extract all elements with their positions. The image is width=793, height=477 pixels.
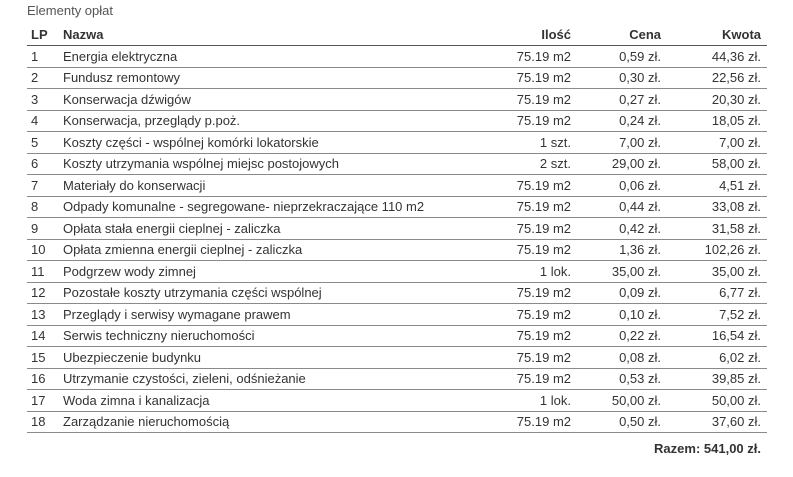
cell-price: 0,06 zł. bbox=[577, 175, 667, 197]
table-row bbox=[27, 67, 767, 89]
table-row bbox=[27, 153, 767, 175]
cell-quantity: 75.19 m2 bbox=[449, 282, 577, 304]
cell-amount: 33,08 zł. bbox=[667, 196, 767, 218]
cell-lp: 7 bbox=[27, 175, 59, 197]
cell-name: Materiały do konserwacji bbox=[59, 175, 449, 197]
cell-price: 0,50 zł. bbox=[577, 411, 667, 433]
cell-amount: 20,30 zł. bbox=[667, 89, 767, 111]
table-row bbox=[27, 89, 767, 111]
cell-amount: 39,85 zł. bbox=[667, 368, 767, 390]
table-row bbox=[27, 46, 767, 68]
cell-price: 50,00 zł. bbox=[577, 390, 667, 412]
header-name: Nazwa bbox=[59, 24, 449, 46]
cell-lp: 9 bbox=[27, 218, 59, 240]
cell-name: Koszty utrzymania wspólnej miejsc postojowych bbox=[59, 153, 449, 175]
cell-price: 0,53 zł. bbox=[577, 368, 667, 390]
cell-amount: 16,54 zł. bbox=[667, 325, 767, 347]
cell-name: Woda zimna i kanalizacja bbox=[59, 390, 449, 412]
cell-quantity: 75.19 m2 bbox=[449, 239, 577, 261]
table-row bbox=[27, 347, 767, 369]
table-row bbox=[27, 218, 767, 240]
table-row bbox=[27, 110, 767, 132]
table-row bbox=[27, 390, 767, 412]
cell-amount: 4,51 zł. bbox=[667, 175, 767, 197]
cell-price: 0,24 zł. bbox=[577, 110, 667, 132]
cell-amount: 6,77 zł. bbox=[667, 282, 767, 304]
cell-amount: 35,00 zł. bbox=[667, 261, 767, 283]
table-row bbox=[27, 325, 767, 347]
cell-lp: 15 bbox=[27, 347, 59, 369]
cell-price: 1,36 zł. bbox=[577, 239, 667, 261]
cell-quantity: 1 lok. bbox=[449, 261, 577, 283]
cell-amount: 7,52 zł. bbox=[667, 304, 767, 326]
cell-quantity: 75.19 m2 bbox=[449, 110, 577, 132]
cell-lp: 3 bbox=[27, 89, 59, 111]
cell-price: 0,59 zł. bbox=[577, 46, 667, 68]
cell-quantity: 75.19 m2 bbox=[449, 218, 577, 240]
cell-price: 0,09 zł. bbox=[577, 282, 667, 304]
cell-lp: 4 bbox=[27, 110, 59, 132]
cell-name: Opłata zmienna energii cieplnej - zaliczka bbox=[59, 239, 449, 261]
cell-amount: 22,56 zł. bbox=[667, 67, 767, 89]
cell-quantity: 75.19 m2 bbox=[449, 175, 577, 197]
cell-name: Ubezpieczenie budynku bbox=[59, 347, 449, 369]
table-row bbox=[27, 261, 767, 283]
cell-price: 29,00 zł. bbox=[577, 153, 667, 175]
cell-lp: 11 bbox=[27, 261, 59, 283]
cell-price: 0,30 zł. bbox=[577, 67, 667, 89]
header-amount: Kwota bbox=[667, 24, 767, 46]
cell-lp: 2 bbox=[27, 67, 59, 89]
cell-quantity: 2 szt. bbox=[449, 153, 577, 175]
cell-quantity: 75.19 m2 bbox=[449, 89, 577, 111]
table-header-row bbox=[27, 24, 767, 46]
cell-amount: 44,36 zł. bbox=[667, 46, 767, 68]
fees-table bbox=[27, 24, 767, 433]
cell-name: Pozostałe koszty utrzymania części wspólnej bbox=[59, 282, 449, 304]
cell-name: Fundusz remontowy bbox=[59, 67, 449, 89]
header-quantity: Ilość bbox=[449, 24, 577, 46]
header-lp: LP bbox=[27, 24, 59, 46]
total-sum: Razem: 541,00 zł. bbox=[654, 441, 761, 456]
cell-quantity: 75.19 m2 bbox=[449, 46, 577, 68]
cell-name: Podgrzew wody zimnej bbox=[59, 261, 449, 283]
cell-price: 0,44 zł. bbox=[577, 196, 667, 218]
table-row bbox=[27, 411, 767, 433]
table-row bbox=[27, 282, 767, 304]
cell-name: Przeglądy i serwisy wymagane prawem bbox=[59, 304, 449, 326]
cell-amount: 58,00 zł. bbox=[667, 153, 767, 175]
cell-quantity: 1 lok. bbox=[449, 390, 577, 412]
cell-quantity: 1 szt. bbox=[449, 132, 577, 154]
cell-amount: 50,00 zł. bbox=[667, 390, 767, 412]
cell-lp: 1 bbox=[27, 46, 59, 68]
cell-name: Serwis techniczny nieruchomości bbox=[59, 325, 449, 347]
table-row bbox=[27, 175, 767, 197]
cell-lp: 16 bbox=[27, 368, 59, 390]
table-row bbox=[27, 196, 767, 218]
cell-price: 0,10 zł. bbox=[577, 304, 667, 326]
cell-quantity: 75.19 m2 bbox=[449, 411, 577, 433]
table-row bbox=[27, 304, 767, 326]
cell-price: 35,00 zł. bbox=[577, 261, 667, 283]
cell-amount: 102,26 zł. bbox=[667, 239, 767, 261]
cell-lp: 14 bbox=[27, 325, 59, 347]
cell-price: 7,00 zł. bbox=[577, 132, 667, 154]
cell-amount: 6,02 zł. bbox=[667, 347, 767, 369]
cell-name: Utrzymanie czystości, zieleni, odśnieżanie bbox=[59, 368, 449, 390]
cell-amount: 18,05 zł. bbox=[667, 110, 767, 132]
cell-lp: 5 bbox=[27, 132, 59, 154]
cell-name: Opłata stała energii cieplnej - zaliczka bbox=[59, 218, 449, 240]
cell-quantity: 75.19 m2 bbox=[449, 347, 577, 369]
cell-name: Koszty części - wspólnej komórki lokatorskie bbox=[59, 132, 449, 154]
header-price: Cena bbox=[577, 24, 667, 46]
cell-price: 0,08 zł. bbox=[577, 347, 667, 369]
cell-quantity: 75.19 m2 bbox=[449, 196, 577, 218]
table-row bbox=[27, 368, 767, 390]
cell-price: 0,42 zł. bbox=[577, 218, 667, 240]
cell-lp: 6 bbox=[27, 153, 59, 175]
cell-quantity: 75.19 m2 bbox=[449, 304, 577, 326]
section-title: Elementy opłat bbox=[27, 3, 113, 18]
cell-quantity: 75.19 m2 bbox=[449, 325, 577, 347]
cell-price: 0,22 zł. bbox=[577, 325, 667, 347]
cell-lp: 12 bbox=[27, 282, 59, 304]
cell-name: Energia elektryczna bbox=[59, 46, 449, 68]
cell-quantity: 75.19 m2 bbox=[449, 67, 577, 89]
cell-amount: 31,58 zł. bbox=[667, 218, 767, 240]
cell-name: Konserwacja dźwigów bbox=[59, 89, 449, 111]
cell-name: Odpady komunalne - segregowane- nieprzekraczające 110 m2 bbox=[59, 196, 449, 218]
cell-lp: 17 bbox=[27, 390, 59, 412]
cell-lp: 13 bbox=[27, 304, 59, 326]
cell-price: 0,27 zł. bbox=[577, 89, 667, 111]
cell-amount: 37,60 zł. bbox=[667, 411, 767, 433]
table-row bbox=[27, 239, 767, 261]
cell-name: Zarządzanie nieruchomością bbox=[59, 411, 449, 433]
cell-quantity: 75.19 m2 bbox=[449, 368, 577, 390]
cell-amount: 7,00 zł. bbox=[667, 132, 767, 154]
cell-lp: 18 bbox=[27, 411, 59, 433]
table-row bbox=[27, 132, 767, 154]
cell-lp: 10 bbox=[27, 239, 59, 261]
cell-name: Konserwacja, przeglądy p.poż. bbox=[59, 110, 449, 132]
cell-lp: 8 bbox=[27, 196, 59, 218]
